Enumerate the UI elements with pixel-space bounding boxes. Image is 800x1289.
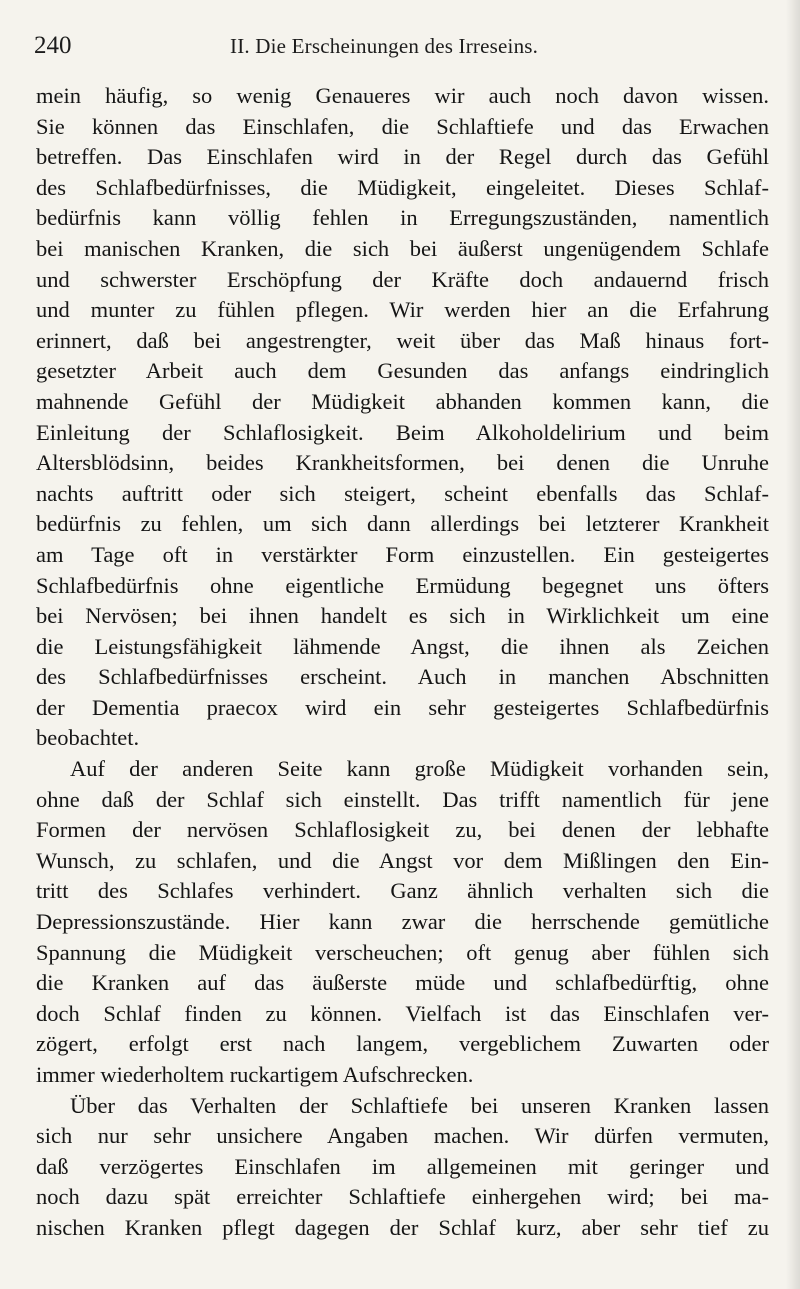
text-line: Depressionszustände. Hier kann zwar die herrschende gemütliche: [36, 909, 769, 935]
page-number: 240: [34, 32, 72, 59]
text-line: Spannung die Müdigkeit verscheuchen; oft genug aber fühlen sich: [36, 939, 769, 965]
text-line: bei manischen Kranken, die sich bei äußerst ungenügendem Schlafe: [36, 235, 769, 261]
text-line: und schwerster Erschöpfung der Kräfte doch andauernd frisch: [36, 266, 769, 292]
text-line: zögert, erfolgt erst nach langem, vergeblichem Zuwarten oder: [36, 1031, 769, 1057]
text-line: Über das Verhalten der Schlaftiefe bei unseren Kranken lassen: [70, 1092, 769, 1118]
paragraph: [36, 754, 769, 1091]
text-line: bedürfnis kann völlig fehlen in Erregungszuständen, namentlich: [36, 205, 769, 231]
text-line: mein häufig, so wenig Genaueres wir auch noch davon wissen.: [36, 83, 769, 108]
text-line: beobachtet.: [36, 725, 140, 751]
text-line: bei Nervösen; bei ihnen handelt es sich in Wirklichkeit um eine: [36, 603, 769, 629]
text-line: noch dazu spät erreichter Schlaftiefe einhergehen wird; bei ma-: [36, 1184, 769, 1210]
text-line: Altersblödsinn, beides Krankheitsformen, bei denen die Unruhe: [36, 450, 769, 476]
text-line: Wunsch, zu schlafen, und die Angst vor dem Mißlingen den Ein-: [36, 847, 769, 873]
text-line: immer wiederholtem ruckartigem Aufschrecken.: [36, 1062, 474, 1087]
text-line: erinnert, daß bei angestrengter, weit über das Maß hinaus fort-: [36, 327, 769, 353]
text-line: am Tage oft in verstärkter Form einzustellen. Ein gesteigertes: [36, 541, 769, 567]
text-line: des Schlafbedürfnisses, die Müdigkeit, eingeleitet. Dieses Schlaf-: [36, 174, 769, 200]
text-line: nachts auftritt oder sich steigert, scheint ebenfalls das Schlaf-: [36, 480, 769, 506]
running-head: II. Die Erscheinungen des Irreseins.: [230, 34, 539, 58]
text-line: nischen Kranken pflegt dagegen der Schlaf kurz, aber sehr tief zu: [36, 1214, 769, 1240]
text-line: Sie können das Einschlafen, die Schlaftiefe und das Erwachen: [36, 113, 769, 139]
text-line: Auf der anderen Seite kann große Müdigkeit vorhanden sein,: [70, 756, 769, 782]
paragraph: [36, 81, 769, 754]
text-line: der Dementia praecox wird ein sehr gesteigertes Schlafbedürfnis: [36, 694, 769, 720]
text-line: gesetzter Arbeit auch dem Gesunden das anfangs eindringlich: [36, 358, 769, 384]
text-line: daß verzögertes Einschlafen im allgemeinen mit geringer und: [36, 1153, 769, 1179]
body-text: [36, 81, 769, 1244]
text-line: doch Schlaf finden zu können. Vielfach ist das Einschlafen ver-: [36, 1000, 769, 1026]
text-line: des Schlafbedürfnisses erscheint. Auch in manchen Abschnitten: [36, 664, 769, 690]
text-line: Schlafbedürfnis ohne eigentliche Ermüdung begegnet uns öfters: [36, 572, 769, 598]
paragraph: [36, 1091, 769, 1244]
text-line: ohne daß der Schlaf sich einstellt. Das trifft namentlich für jene: [36, 786, 769, 812]
text-line: die Leistungsfähigkeit lähmende Angst, die ihnen als Zeichen: [36, 633, 769, 659]
text-line: Formen der nervösen Schlaflosigkeit zu, bei denen der lebhafte: [36, 817, 769, 843]
text-line: betreffen. Das Einschlafen wird in der Regel durch das Gefühl: [36, 144, 769, 170]
text-line: sich nur sehr unsichere Angaben machen. Wir dürfen vermuten,: [36, 1123, 769, 1149]
page-edge-shadow: [786, 0, 800, 1289]
text-line: Einleitung der Schlaflosigkeit. Beim Alkoholdelirium und beim: [36, 419, 769, 445]
text-line: mahnende Gefühl der Müdigkeit abhanden kommen kann, die: [36, 388, 769, 414]
text-line: die Kranken auf das äußerste müde und schlafbedürftig, ohne: [36, 970, 769, 996]
text-line: und munter zu fühlen pflegen. Wir werden hier an die Erfahrung: [36, 297, 769, 323]
page-header: [34, 30, 764, 62]
text-line: bedürfnis zu fehlen, um sich dann allerdings bei letzterer Krankheit: [36, 511, 769, 537]
text-line: tritt des Schlafes verhindert. Ganz ähnlich verhalten sich die: [36, 878, 769, 904]
